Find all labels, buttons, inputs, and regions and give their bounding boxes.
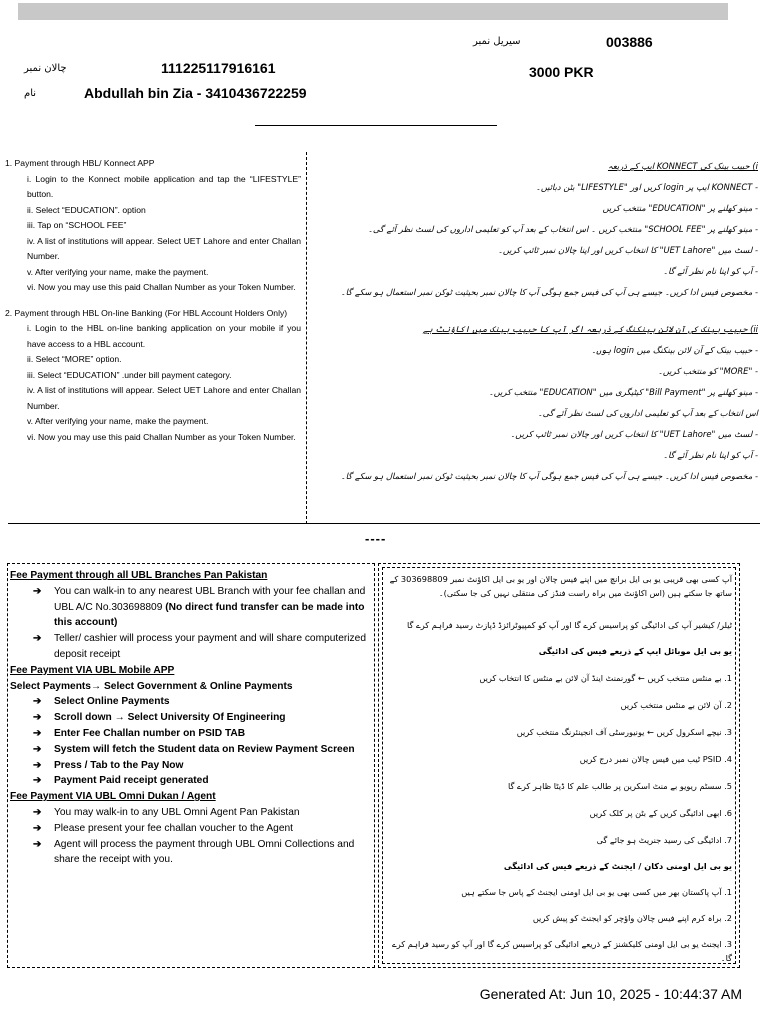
ubl-ur-app-step: 4. PSID ٹیب میں فیس چالان نمبر درج کریں (579, 754, 732, 764)
list-item: ➔ You can walk-in to any nearest UBL Branch with your fee challan and UBL A/C No.303698809 (No direct fund transfer can be made into this account) (10, 584, 372, 631)
list-item: ➔ Enter Fee Challan number on PSID TAB (10, 726, 372, 742)
hbl-ur-s2-step: - آپ کو اپنا نام نظر آئے گا۔ (663, 450, 758, 460)
name-label: نام (24, 88, 37, 99)
hbl-ur-s2-step: - حبیب بینک کے آن لائن بینکنگ میں login ہوں۔ (591, 345, 758, 355)
hbl-s2-step: vi. Now you may use this paid Challan Number as your Token Number. (27, 431, 296, 442)
arrow-icon: ➔ (33, 633, 42, 645)
hbl-s1-step: iii. Tap on “SCHOOL FEE” (27, 220, 127, 230)
hbl-s2-step: ii. Select “MORE” option. (27, 354, 122, 364)
ubl-ur-app-step: 6. ابھی ادائیگی کریں کے بٹن پر کلک کریں (589, 808, 732, 818)
list-item: ➔ Please present your fee challan voucher to the Agent (10, 821, 372, 837)
serial-label: سیریل نمبر (473, 36, 521, 47)
arrow-icon: ➔ (33, 585, 42, 597)
ubl-app-path: Select Payments→ Select Government & Online Payments (10, 680, 293, 692)
list-item: ➔ Scroll down → Select University Of Engineering (10, 710, 372, 726)
hbl-divider (306, 152, 307, 524)
hbl-s1-step: vi. Now you may use this paid Challan Number as your Token Number. (27, 282, 296, 292)
generated-timestamp: Generated At: Jun 10, 2025 - 10:44:37 AM (479, 986, 742, 1002)
ubl-ur-omni-step: 1. آپ پاکستان بھر میں کسی بھی یو بی ایل اومنی ایجنٹ کے پاس جا سکتے ہیں (461, 887, 732, 897)
hbl-s2-step: i. Login to the HBL on-line banking application on your mobile if you have access to a HBL account. (27, 323, 301, 349)
ubl-ur-omni-step: 2. براہ کرم اپنے فیس چالان واؤچر کو ایجنٹ کو پیش کریں (532, 913, 732, 923)
amount: 3000 PKR (529, 64, 594, 80)
hbl-ur-s1-step: - آپ کو اپنا نام نظر آئے گا۔ (663, 266, 758, 276)
ubl-ur-app-heading: یو بی ایل موبائل ایپ کے ذریعے فیس کی ادائیگی (538, 646, 732, 656)
list-item: ➔ Payment Paid receipt generated (10, 773, 372, 789)
hbl-s1-step: iv. A list of institutions will appear. Select UET Lahore and enter Challan Number. (27, 235, 301, 261)
hbl-ur-s1-step: - مینو کھلنے پر "SCHOOL FEE" منتخب کریں ۔ اس انتخاب کے بعد آپ کو تعلیمی اداروں کی لسٹ نظر آئے گی۔ (368, 224, 758, 234)
list-item: ➔ Teller/ cashier will process your payment and will share computerized deposit receipt (10, 631, 372, 663)
hbl-ur-s1-step: - مینو کھلنے پر "EDUCATION" منتخب کریں (602, 203, 758, 213)
ubl-branch-heading: Fee Payment through all UBL Branches Pan Pakistan (10, 570, 268, 581)
hbl-s1-step: i. Login to the Konnect mobile application and tap the “LIFESTYLE” button. (27, 173, 301, 199)
hbl-instructions-en (5, 156, 301, 445)
ubl-app-heading: Fee Payment VIA UBL Mobile APP (10, 664, 175, 676)
list-item: ➔ Press / Tab to the Pay Now (10, 758, 372, 774)
serial-number: 003886 (606, 34, 653, 50)
student-name: Abdullah bin Zia - 3410436722259 (84, 85, 307, 101)
hbl-ur-s2-title: ii) حبیب بینک کی آن لائن بینکنگ کے ذریعہ اگر آپ کا حبیب بینک میں اکاؤنٹ ہے (422, 324, 758, 334)
header-rule (255, 125, 497, 126)
ubl-ur-omni-step: 3. ایجنٹ یو بی ایل اومنی کلیکشنز کے ذریعے ادائیگی کو پراسیس کرے گا اور آپ کو رسید فراہم کرے گا۔ (391, 939, 732, 963)
arrow-icon: ➔ (33, 696, 42, 708)
hbl-ur-s1-step: - لسٹ میں "UET Lahore" کا انتخاب کریں اور اپنا چالان نمبر ٹائپ کریں۔ (497, 245, 758, 255)
top-bar (18, 3, 728, 20)
hbl-ur-s1-step: - KONNECT ایپ پر login کریں اور "LIFESTYLE" بٹن دبائیں۔ (535, 182, 758, 192)
hbl-s2-step: iii. Select “EDUCATION” .under bill payment category. (27, 369, 232, 380)
arrow-icon: ➔ (33, 759, 42, 771)
ubl-ur-app-step: 5. سسٹم ریویو بے منٹ اسکرین پر طالب علم کا ڈیٹا ظاہر کرے گا (508, 781, 732, 791)
hbl-s2-title: 2. Payment through HBL On-line Banking (For HBL Account Holders Only) (5, 307, 288, 318)
arrow-icon: ➔ (33, 712, 42, 724)
ubl-ur-teller-text: ٹیلر/ کیشیر آپ کی ادائیگی کو پراسیس کرے گا اور آپ کو کمپیوٹرائزڈ ڈپازٹ رسید فراہم کرے گا (406, 620, 732, 630)
hbl-ur-s1-title: i) حبیب بینک کی KONNECT ایپ کے ذریعہ (607, 161, 758, 171)
arrow-icon: ➔ (33, 743, 42, 755)
arrow-icon: ➔ (33, 775, 42, 787)
arrow-icon: ➔ (33, 727, 42, 739)
arrow-icon: ➔ (33, 822, 42, 834)
ubl-ur-app-step: 2. آن لائن بے منٹس منتخب کریں (620, 700, 732, 710)
ubl-ur-app-step: 7. ادائیگی کی رسید جنریٹ ہو جائے گی (596, 835, 732, 845)
hbl-s1-step: v. After verifying your name, make the payment. (27, 266, 209, 277)
hbl-s2-step: iv. A list of institutions will appear. Select UET Lahore and enter Challan Number. (27, 385, 301, 411)
list-item: ➔ You may walk-in to any UBL Omni Agent Pan Pakistan (10, 805, 372, 821)
hbl-ur-s2-step: - "MORE" کو منتخب کریں۔ (657, 366, 758, 376)
list-item: ➔ Agent will process the payment through UBL Omni Collections and share the receipt with you. (10, 837, 372, 869)
ubl-ur-app-step: 1. بے منٹس منتخب کریں ← گورنمنٹ اینڈ آن لائن بے منٹس کا انتخاب کریں (479, 673, 732, 683)
arrow-icon: ➔ (33, 838, 42, 850)
hbl-ur-s2-step: - مینو کھلنے پر "Bill Payment" کیٹیگری میں "EDUCATION" منتخب کریں۔ (488, 387, 758, 397)
hbl-ur-s2-step: اس انتخاب کے بعد آپ کو تعلیمی اداروں کی لسٹ نظر آئے گی۔ (537, 408, 758, 418)
hbl-s2-step: v. After verifying your name, make the payment. (27, 416, 209, 426)
section-separator: ---- (365, 531, 387, 546)
hbl-ur-s2-step: - مخصوص فیس ادا کریں۔ جیسے ہی آپ کی فیس جمع ہوگی آپ کا چالان نمبر بحیثیت ٹوکن نمبر استعمال ہو سکے گا۔ (340, 471, 758, 481)
ubl-instructions-ur (386, 568, 732, 965)
ubl-omni-heading: Fee Payment VIA UBL Omni Dukan / Agent (10, 791, 216, 803)
challan-number: 111225117916161 (161, 60, 276, 76)
section-rule (8, 523, 760, 524)
hbl-instructions-ur (312, 156, 758, 487)
hbl-s1-title: 1. Payment through HBL/ Konnect APP (5, 158, 155, 168)
list-item: ➔ Select Online Payments (10, 694, 372, 710)
hbl-ur-s1-step: - مخصوص فیس ادا کریں۔ جیسے ہی آپ کی فیس جمع ہوگی آپ کا چالان نمبر بحیثیت ٹوکن نمبر استعمال ہو سکے گا۔ (340, 287, 758, 297)
ubl-ur-omni-heading: یو بی ایل اومنی دکان / ایجنٹ کے ذریعے فیس کی ادائیگی (503, 861, 732, 871)
arrow-icon: ➔ (33, 806, 42, 818)
ubl-instructions-en (10, 568, 372, 868)
ubl-ur-app-step: 3. نیچے اسکرول کریں ← یونیورسٹی آف انجینئرنگ منتخب کریں (516, 727, 732, 737)
hbl-s1-step: ii. Select “EDUCATION”. option (27, 204, 146, 215)
hbl-ur-s2-step: - لسٹ میں "UET Lahore" کا انتخاب کریں اور چالان نمبر ٹائپ کریں۔ (510, 429, 758, 439)
challan-label: چالان نمبر (24, 63, 67, 74)
list-item: ➔ System will fetch the Student data on Review Payment Screen (10, 742, 372, 758)
ubl-ur-branch-text: آپ کسی بھی قریبی یو بی ایل برانچ میں اپنے فیس چالان اور یو بی ایل اکاؤنٹ نمبر 303698809 کے ساتھ جا سکتے ہیں (اس اکاؤنٹ میں براہ راست فنڈز کی منتقلی نہیں کی جا سکتی)۔ (389, 574, 732, 598)
